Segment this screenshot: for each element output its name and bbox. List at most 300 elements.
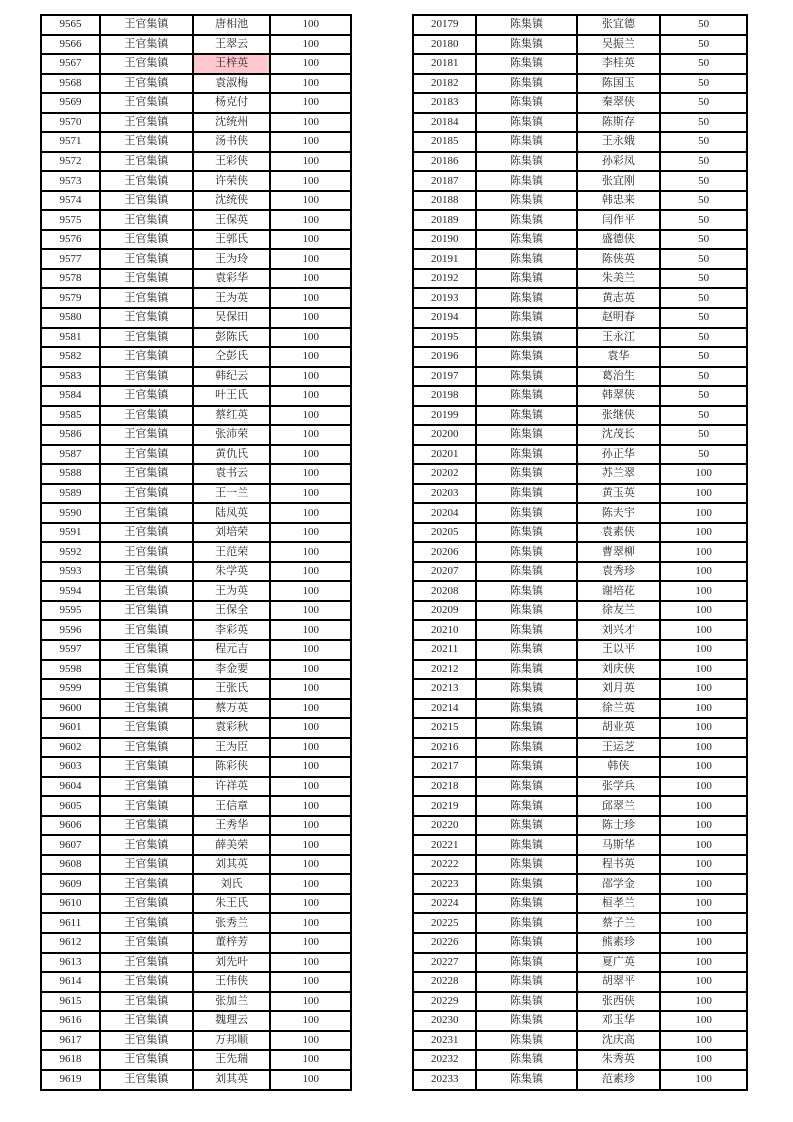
cell-value: 100: [660, 816, 747, 836]
cell-value: 100: [270, 1031, 351, 1051]
cell-value: 100: [270, 913, 351, 933]
cell-id: 20182: [413, 74, 476, 94]
cell-value: 50: [660, 15, 747, 35]
cell-value: 50: [660, 74, 747, 94]
cell-value: 100: [270, 933, 351, 953]
cell-name: 陈国玉: [577, 74, 661, 94]
table-row: [41, 738, 351, 758]
cell-id: 20233: [413, 1070, 476, 1090]
cell-name: 王为英: [193, 288, 271, 308]
cell-town: 陈集镇: [476, 699, 576, 719]
cell-id: 20220: [413, 816, 476, 836]
cell-town: 王官集镇: [100, 913, 193, 933]
cell-value: 100: [660, 953, 747, 973]
cell-town: 王官集镇: [100, 581, 193, 601]
cell-town: 陈集镇: [476, 425, 576, 445]
table-row: [413, 953, 747, 973]
cell-value: 100: [270, 386, 351, 406]
cell-value: 100: [270, 718, 351, 738]
cell-value: 100: [660, 699, 747, 719]
cell-value: 100: [270, 972, 351, 992]
cell-value: 100: [660, 484, 747, 504]
cell-name: 王保英: [193, 210, 271, 230]
cell-town: 王官集镇: [100, 835, 193, 855]
table-row: [41, 581, 351, 601]
cell-town: 王官集镇: [100, 406, 193, 426]
table-row: [413, 347, 747, 367]
cell-name: 吴保田: [193, 308, 271, 328]
cell-id: 20193: [413, 288, 476, 308]
table-row: [413, 152, 747, 172]
cell-name: 王为英: [193, 581, 271, 601]
cell-name: 刘培荣: [193, 523, 271, 543]
cell-town: 王官集镇: [100, 445, 193, 465]
cell-town: 陈集镇: [476, 210, 576, 230]
cell-id: 9584: [41, 386, 100, 406]
cell-id: 9582: [41, 347, 100, 367]
cell-town: 陈集镇: [476, 913, 576, 933]
cell-name: 魏理云: [193, 1011, 271, 1031]
table-row: [413, 972, 747, 992]
table-row: [413, 464, 747, 484]
cell-town: 陈集镇: [476, 503, 576, 523]
cell-town: 陈集镇: [476, 738, 576, 758]
cell-value: 100: [270, 93, 351, 113]
cell-value: 100: [270, 367, 351, 387]
cell-id: 9591: [41, 523, 100, 543]
cell-town: 王官集镇: [100, 328, 193, 348]
cell-id: 9583: [41, 367, 100, 387]
cell-value: 100: [270, 503, 351, 523]
cell-value: 100: [270, 210, 351, 230]
cell-name: 沈茂长: [577, 425, 661, 445]
cell-name: 陈侠英: [577, 249, 661, 269]
cell-town: 王官集镇: [100, 1031, 193, 1051]
cell-name: 王为玲: [193, 249, 271, 269]
cell-town: 王官集镇: [100, 464, 193, 484]
cell-value: 100: [660, 894, 747, 914]
cell-name: 王秀华: [193, 816, 271, 836]
cell-value: 50: [660, 328, 747, 348]
cell-value: 100: [270, 288, 351, 308]
cell-value: 100: [270, 74, 351, 94]
cell-id: 20197: [413, 367, 476, 387]
cell-id: 20226: [413, 933, 476, 953]
cell-town: 王官集镇: [100, 953, 193, 973]
table-row: [41, 757, 351, 777]
cell-name: 王彩侠: [193, 152, 271, 172]
cell-value: 100: [660, 679, 747, 699]
cell-value: 100: [270, 523, 351, 543]
cell-town: 王官集镇: [100, 640, 193, 660]
cell-name: 黄志英: [577, 288, 661, 308]
cell-town: 王官集镇: [100, 113, 193, 133]
cell-value: 100: [660, 1070, 747, 1090]
cell-name: 王信章: [193, 796, 271, 816]
cell-name: 刘氏: [193, 874, 271, 894]
cell-value: 50: [660, 347, 747, 367]
cell-town: 王官集镇: [100, 855, 193, 875]
cell-id: 9619: [41, 1070, 100, 1090]
cell-value: 50: [660, 132, 747, 152]
cell-id: 20192: [413, 269, 476, 289]
cell-id: 20185: [413, 132, 476, 152]
table-row: [413, 699, 747, 719]
table-row: [41, 269, 351, 289]
cell-id: 9569: [41, 93, 100, 113]
cell-town: 陈集镇: [476, 484, 576, 504]
cell-town: 王官集镇: [100, 1011, 193, 1031]
cell-name: 孙彩凤: [577, 152, 661, 172]
cell-value: 100: [270, 679, 351, 699]
cell-id: 9609: [41, 874, 100, 894]
cell-id: 9617: [41, 1031, 100, 1051]
table-row: [41, 132, 351, 152]
cell-value: 100: [660, 464, 747, 484]
cell-town: 王官集镇: [100, 738, 193, 758]
table-row: [41, 660, 351, 680]
cell-name: 程元吉: [193, 640, 271, 660]
cell-town: 陈集镇: [476, 328, 576, 348]
cell-id: 9588: [41, 464, 100, 484]
cell-name: 桓孝兰: [577, 894, 661, 914]
cell-name: 沈庆高: [577, 1031, 661, 1051]
cell-value: 100: [270, 1011, 351, 1031]
cell-town: 陈集镇: [476, 406, 576, 426]
cell-name: 马斯华: [577, 835, 661, 855]
cell-value: 100: [270, 757, 351, 777]
cell-id: 20219: [413, 796, 476, 816]
table-row: [413, 425, 747, 445]
table-row: [413, 1011, 747, 1031]
cell-town: 陈集镇: [476, 777, 576, 797]
cell-value: 100: [270, 132, 351, 152]
cell-id: 20222: [413, 855, 476, 875]
cell-id: 20205: [413, 523, 476, 543]
cell-id: 20181: [413, 54, 476, 74]
cell-name: 张秀兰: [193, 913, 271, 933]
cell-town: 王官集镇: [100, 210, 193, 230]
cell-id: 20221: [413, 835, 476, 855]
table-row: [413, 874, 747, 894]
cell-town: 王官集镇: [100, 74, 193, 94]
table-row: [41, 367, 351, 387]
left-table: [40, 14, 352, 1091]
cell-value: 100: [270, 328, 351, 348]
cell-id: 20216: [413, 738, 476, 758]
table-row: [41, 15, 351, 35]
cell-town: 陈集镇: [476, 347, 576, 367]
cell-name: 蔡红英: [193, 406, 271, 426]
cell-id: 9613: [41, 953, 100, 973]
table-row: [413, 601, 747, 621]
table-row: [413, 15, 747, 35]
cell-town: 王官集镇: [100, 269, 193, 289]
cell-id: 20179: [413, 15, 476, 35]
cell-id: 9575: [41, 210, 100, 230]
cell-id: 9567: [41, 54, 100, 74]
cell-name: 许祥英: [193, 777, 271, 797]
cell-town: 王官集镇: [100, 894, 193, 914]
table-row: [413, 288, 747, 308]
cell-value: 100: [660, 777, 747, 797]
table-row: [41, 542, 351, 562]
cell-id: 20224: [413, 894, 476, 914]
cell-value: 100: [660, 601, 747, 621]
cell-name: 陈夫宇: [577, 503, 661, 523]
cell-name: 沈统侠: [193, 191, 271, 211]
cell-id: 20186: [413, 152, 476, 172]
table-row: [413, 620, 747, 640]
table-row: [413, 93, 747, 113]
cell-name: 朱学英: [193, 562, 271, 582]
cell-value: 100: [270, 816, 351, 836]
cell-value: 100: [270, 445, 351, 465]
cell-town: 王官集镇: [100, 386, 193, 406]
cell-value: 100: [660, 1011, 747, 1031]
cell-value: 50: [660, 230, 747, 250]
table-row: [413, 191, 747, 211]
cell-town: 王官集镇: [100, 874, 193, 894]
cell-value: 100: [660, 933, 747, 953]
table-row: [41, 874, 351, 894]
cell-name: 袁淑梅: [193, 74, 271, 94]
cell-id: 20201: [413, 445, 476, 465]
table-row: [413, 171, 747, 191]
cell-town: 王官集镇: [100, 816, 193, 836]
table-row: [41, 777, 351, 797]
cell-value: 100: [270, 1050, 351, 1070]
cell-name: 袁书云: [193, 464, 271, 484]
cell-name: 唐相池: [193, 15, 271, 35]
cell-id: 20203: [413, 484, 476, 504]
cell-name: 王范荣: [193, 542, 271, 562]
cell-value: 100: [270, 992, 351, 1012]
cell-value: 100: [270, 699, 351, 719]
table-row: [41, 1050, 351, 1070]
cell-name: 蔡万英: [193, 699, 271, 719]
cell-id: 9580: [41, 308, 100, 328]
cell-name: 张加兰: [193, 992, 271, 1012]
cell-id: 9608: [41, 855, 100, 875]
cell-id: 9576: [41, 230, 100, 250]
cell-value: 100: [270, 230, 351, 250]
cell-name: 王运芝: [577, 738, 661, 758]
cell-name: 徐友兰: [577, 601, 661, 621]
cell-town: 陈集镇: [476, 562, 576, 582]
cell-town: 陈集镇: [476, 152, 576, 172]
table-row: [41, 210, 351, 230]
cell-id: 20210: [413, 620, 476, 640]
cell-id: 9571: [41, 132, 100, 152]
cell-value: 100: [270, 894, 351, 914]
table-row: [413, 445, 747, 465]
table-row: [413, 35, 747, 55]
table-row: [413, 777, 747, 797]
cell-name: 李金要: [193, 660, 271, 680]
cell-town: 王官集镇: [100, 992, 193, 1012]
cell-town: 陈集镇: [476, 113, 576, 133]
table-row: [41, 347, 351, 367]
cell-town: 王官集镇: [100, 699, 193, 719]
cell-name: 韩翠侠: [577, 386, 661, 406]
cell-name: 汤书侠: [193, 132, 271, 152]
table-row: [413, 74, 747, 94]
cell-town: 陈集镇: [476, 933, 576, 953]
cell-town: 陈集镇: [476, 894, 576, 914]
cell-name: 韩纪云: [193, 367, 271, 387]
cell-id: 20223: [413, 874, 476, 894]
cell-name: 邓玉华: [577, 1011, 661, 1031]
cell-id: 20206: [413, 542, 476, 562]
table-row: [413, 855, 747, 875]
cell-name: 程书英: [577, 855, 661, 875]
cell-value: 50: [660, 54, 747, 74]
cell-id: 20213: [413, 679, 476, 699]
cell-value: 100: [660, 757, 747, 777]
cell-name: 刘兴才: [577, 620, 661, 640]
cell-value: 50: [660, 93, 747, 113]
cell-id: 9566: [41, 35, 100, 55]
cell-town: 陈集镇: [476, 93, 576, 113]
cell-name: 王永江: [577, 328, 661, 348]
cell-town: 王官集镇: [100, 542, 193, 562]
table-row: [41, 191, 351, 211]
table-row: [41, 308, 351, 328]
cell-town: 陈集镇: [476, 953, 576, 973]
cell-name: 赵明春: [577, 308, 661, 328]
cell-town: 陈集镇: [476, 874, 576, 894]
table-row: [41, 328, 351, 348]
cell-name: 叶王氏: [193, 386, 271, 406]
table-row: [413, 113, 747, 133]
table-row: [413, 679, 747, 699]
cell-name: 范素珍: [577, 1070, 661, 1090]
table-row: [41, 562, 351, 582]
table-row: [413, 992, 747, 1012]
cell-name: 王永娥: [577, 132, 661, 152]
table-row: [413, 757, 747, 777]
cell-value: 100: [660, 1050, 747, 1070]
cell-name: 谢培花: [577, 581, 661, 601]
cell-id: 20180: [413, 35, 476, 55]
cell-id: 9598: [41, 660, 100, 680]
cell-town: 陈集镇: [476, 1070, 576, 1090]
cell-name: 陆凤英: [193, 503, 271, 523]
cell-value: 100: [270, 640, 351, 660]
table-row: [41, 1031, 351, 1051]
cell-name: 朱美兰: [577, 269, 661, 289]
cell-name: 韩忠来: [577, 191, 661, 211]
cell-name: 袁华: [577, 347, 661, 367]
cell-id: 9614: [41, 972, 100, 992]
cell-id: 20231: [413, 1031, 476, 1051]
table-row: [41, 171, 351, 191]
cell-value: 100: [660, 1031, 747, 1051]
cell-town: 陈集镇: [476, 972, 576, 992]
cell-id: 20199: [413, 406, 476, 426]
table-row: [41, 796, 351, 816]
cell-name: 袁秀珍: [577, 562, 661, 582]
table-row: [41, 386, 351, 406]
table-row: [413, 1050, 747, 1070]
cell-town: 王官集镇: [100, 679, 193, 699]
cell-town: 陈集镇: [476, 601, 576, 621]
table-row: [413, 542, 747, 562]
cell-town: 陈集镇: [476, 171, 576, 191]
table-row: [413, 718, 747, 738]
cell-id: 20215: [413, 718, 476, 738]
cell-id: 9599: [41, 679, 100, 699]
cell-town: 王官集镇: [100, 367, 193, 387]
cell-town: 陈集镇: [476, 35, 576, 55]
cell-town: 王官集镇: [100, 93, 193, 113]
table-row: [41, 230, 351, 250]
table-row: [413, 308, 747, 328]
cell-town: 王官集镇: [100, 347, 193, 367]
cell-id: 9581: [41, 328, 100, 348]
cell-name: 王翠云: [193, 35, 271, 55]
cell-value: 100: [660, 855, 747, 875]
cell-id: 9597: [41, 640, 100, 660]
cell-value: 100: [270, 601, 351, 621]
cell-id: 9585: [41, 406, 100, 426]
cell-id: 9590: [41, 503, 100, 523]
cell-value: 50: [660, 249, 747, 269]
cell-value: 100: [270, 406, 351, 426]
table-row: [413, 230, 747, 250]
cell-id: 9568: [41, 74, 100, 94]
cell-value: 100: [660, 581, 747, 601]
cell-town: 陈集镇: [476, 620, 576, 640]
table-row: [41, 855, 351, 875]
cell-town: 陈集镇: [476, 679, 576, 699]
cell-town: 王官集镇: [100, 308, 193, 328]
table-row: [41, 620, 351, 640]
cell-id: 20184: [413, 113, 476, 133]
cell-id: 20227: [413, 953, 476, 973]
table-row: [41, 503, 351, 523]
cell-value: 100: [660, 874, 747, 894]
table-row: [41, 406, 351, 426]
cell-value: 100: [270, 738, 351, 758]
cell-name: 朱秀英: [577, 1050, 661, 1070]
cell-name: 刘先叶: [193, 953, 271, 973]
table-row: [41, 1011, 351, 1031]
cell-value: 100: [660, 992, 747, 1012]
table-row: [41, 113, 351, 133]
cell-id: 9595: [41, 601, 100, 621]
cell-id: 20198: [413, 386, 476, 406]
cell-town: 陈集镇: [476, 757, 576, 777]
cell-id: 20218: [413, 777, 476, 797]
cell-id: 20204: [413, 503, 476, 523]
table-row: [413, 894, 747, 914]
cell-town: 王官集镇: [100, 191, 193, 211]
cell-name: 张宜刚: [577, 171, 661, 191]
cell-name: 葛治生: [577, 367, 661, 387]
cell-value: 100: [660, 972, 747, 992]
cell-id: 20228: [413, 972, 476, 992]
cell-town: 王官集镇: [100, 249, 193, 269]
cell-id: 9607: [41, 835, 100, 855]
cell-name: 熊素珍: [577, 933, 661, 953]
cell-name: 王伟侠: [193, 972, 271, 992]
cell-name: 徐兰英: [577, 699, 661, 719]
cell-id: 9604: [41, 777, 100, 797]
cell-town: 陈集镇: [476, 269, 576, 289]
cell-value: 100: [270, 562, 351, 582]
